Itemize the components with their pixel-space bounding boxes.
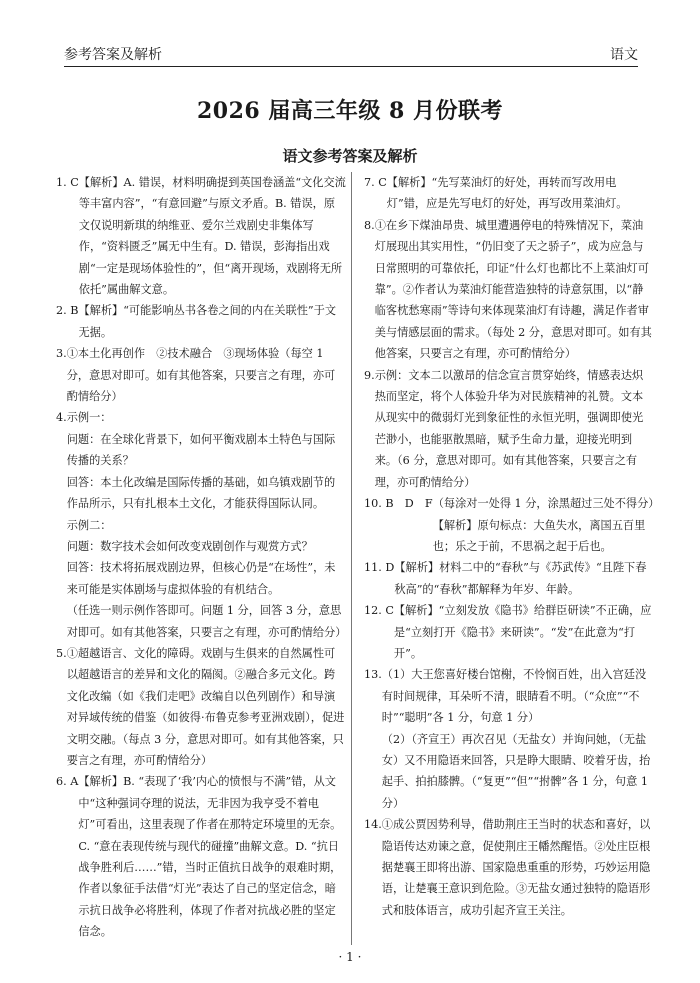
answer-paragraph: ①成公贾因势利导，借助荆庄王当时的状态和喜好，以隐语传达劝谏之意，促使荆庄王幡然醒悟。②处庄臣根据楚襄王即将出游、国家隐患重重的形势，巧妙运用隐语，让楚襄王意识到危险。③无盐女通过独特的隐语形式和肢体语言，成功引起齐宣王关注。 — [381, 818, 651, 917]
answer-item — [56, 643, 346, 771]
answer-paragraph: 【解析】B. “表现了‘我’内心的愤恨与不满”错，从文中“这种强词夺理的说法，无非因为我亨受不着电灯”可看出，这里表现了作者在那特定环境里的无奈。C. “意在表现传统与现代的碰撞”曲解文意。D. “抗日战争胜利后……”错，当时正值抗日战争的艰难时期，作者以象征手法借“灯光”表达了自己的坚定信念，暗示抗日战争必将胜利，体现了作者对抗战必胜的坚定信念。 — [78, 775, 342, 939]
answer-paragraph: 示例一： — [66, 411, 112, 425]
answer-paragraph: 回答：技术将拓展戏剧边界，但核心仍是“在场性”，未来可能是实体剧场与虚拟体验的有机结合。 — [66, 561, 336, 596]
answer-paragraph: 问题：在全球化背景下，如何平衡戏剧本土特色与国际传播的关系？ — [66, 432, 336, 468]
column-divider — [351, 172, 352, 945]
answer-paragraph: （1）大王您喜好楼台馆榭，不怜悯百姓，出入宫廷没有时间规律，耳朵听不清，眼睛看不明。（“众庶”“不时”“聪明”各 1 分，句意 1 分） — [381, 668, 647, 725]
answer-body — [67, 643, 346, 771]
header-subject: 语文 — [610, 47, 638, 63]
answer-number: 5. — [56, 646, 67, 660]
answer-item — [364, 664, 654, 814]
right-column — [364, 172, 660, 921]
answer-paragraph: 【解析】材料二中的“春秋”与《苏武传》“且陛下春秋高”的“春秋”都解释为年岁、年龄。 — [394, 561, 647, 596]
answer-body — [67, 343, 346, 407]
answer-number: 14. — [364, 818, 382, 832]
page-number: · 1 · — [338, 950, 362, 964]
answer-paragraph: 【解析】原句标点：大鱼失水，离国五百里也；乐之于前，不思祸之起于后也。 — [432, 518, 646, 553]
answer-body — [375, 215, 654, 365]
answer-key-subtitle: 语文参考答案及解析 — [282, 147, 418, 165]
answer-item — [56, 771, 346, 942]
answer-paragraph: （任选一则示例作答即可。问题 1 分，回答 3 分，意思对即可。如有其他答案，只要言之有理，亦可酌情给分） — [66, 604, 347, 639]
answer-item — [364, 557, 654, 600]
answer-item — [364, 493, 660, 557]
answer-paragraph: 【解析】“立刻发放《隐书》给群臣研读”不正确，应是“立刻打开《隐书》来研读”。“发”在此意为“打开”。 — [393, 604, 652, 660]
answer-number: 6. A — [56, 775, 79, 789]
answer-paragraph: （每涂对一处得 1 分，涂黑超过三处不得分） — [432, 497, 660, 511]
answer-number: 13. — [364, 668, 382, 682]
answer-item — [364, 814, 654, 921]
answer-body — [394, 557, 654, 600]
answer-number: 12. C — [364, 604, 394, 618]
answer-body — [78, 300, 346, 343]
answer-body — [79, 172, 346, 300]
answer-paragraph: （2）（齐宣王）再次召见（无盐女）并询问她，（无盐女）又不用隐语来回答，只是睁大眼睛、咬着牙齿，抬起手、拍拍膝髀。（“复更”“但”“拊髀”各 1 分，句意 1 分） — [381, 732, 651, 810]
answer-paragraph: 【解析】“可能影响丛书各卷之间的内在关联性”于文无据。 — [78, 304, 337, 339]
answer-body — [382, 664, 654, 814]
answer-item — [56, 172, 346, 300]
answer-paragraph: 【解析】“先写菜油灯的好处，再转而写改用电灯”错，应是先写电灯的好处，再写改用菜油灯。 — [386, 176, 628, 211]
answer-body — [78, 771, 346, 942]
header-rule — [64, 66, 638, 67]
answer-paragraph: 回答：本土化改编是国际传播的基础，如乌镇戏剧节的作品所示，只有扎根本土文化，才能获得国际认同。 — [66, 475, 336, 511]
answer-number: 11. D — [364, 561, 395, 575]
answer-paragraph: ①本土化再创作 ②技术融合 ③现场体验（每空 1 分，意思对即可。如有其他答案，只要言之有理，亦可酌情给分） — [66, 347, 336, 404]
answer-number: 7. C — [364, 176, 387, 189]
answer-number: 8. — [364, 218, 375, 232]
answer-item — [364, 215, 654, 365]
answer-body — [432, 493, 660, 557]
answer-paragraph: ①在乡下煤油昂贵、城里遭遇停电的特殊情况下，菜油灯展现出其实用性，“仍旧变了天之骄子”，成为应急与日常照明的可靠依托，印证“什么灯也都比不上菜油灯可靠”。②作者认为菜油灯能营造独特的诗意氛围，以“静临客枕愁寒雨”等诗句来体现菜油灯有诗趣，满足作者审美与情感层面的需求。（每处 2 分，意思对即可。如有其他答案，只要言之有理，亦可酌情给分） — [374, 218, 652, 361]
answer-body — [375, 365, 654, 493]
answer-paragraph: ①超越语言、文化的障碍。戏剧与生俱来的自然属性可以超越语言的差异和文化的隔阂。②融合多元文化。跨文化改编（如《我们走吧》改编自以色列剧作）和导演对异域传统的借鉴（如彼得·布鲁克参考亚洲戏剧），促进文明交融。（每点 3 分，意思对即可。如有其他答案，只要言之有理，亦可酌情给分） — [66, 646, 345, 767]
answer-body — [382, 814, 654, 921]
answer-body — [387, 172, 654, 215]
answer-item — [56, 300, 346, 343]
answer-number: 10. B D F — [364, 497, 433, 511]
answer-number: 1. C — [56, 176, 79, 189]
left-column — [56, 172, 346, 943]
answer-item — [364, 365, 654, 493]
answer-paragraph: 问题：数字技术会如何改变戏剧创作与观赏方式？ — [66, 539, 313, 553]
header-left-text: 参考答案及解析 — [64, 47, 162, 63]
answer-number: 2. B — [56, 304, 79, 318]
answer-number: 4. — [56, 411, 67, 425]
answer-paragraph: 示例：文本二以激昂的信念宣言贯穿始终，情感表达炽热而坚定，将个人体验升华为对民族精神的礼赞。文本从现实中的微弱灯光到象征性的永恒光明，强调即使光芒渺小，也能驱散黑暗，赋予生命力量，迎接光明到来。（6 分，意思对即可。如有其他答案，只要言之有理，亦可酌情给分） — [374, 368, 644, 489]
answer-item — [56, 407, 346, 642]
answer-body — [67, 407, 346, 642]
page-header — [64, 42, 638, 70]
exam-title: 2026 届高三年级 8 月份联考 — [196, 98, 504, 124]
answer-item — [364, 172, 654, 215]
answer-number: 9. — [364, 368, 375, 382]
answer-item — [364, 600, 654, 664]
answer-paragraph: 【解析】A. 错误，材料明确提到英国卷涵盖“文化交流等丰富内容”，“有意回避”与原文矛盾。B. 错误，原文仅说明新琪的纳维亚、爱尔兰戏剧史非集体写作，“资料匮乏”属无中生有。D. 错误，彭海指出戏剧“一定是现场体验性的”，但“离开现场，戏剧将无所依托”属曲解文意。 — [78, 176, 346, 297]
answer-body — [394, 600, 654, 664]
answer-number: 3. — [56, 347, 67, 361]
answer-paragraph: 示例二： — [66, 518, 112, 532]
answer-item — [56, 343, 346, 407]
